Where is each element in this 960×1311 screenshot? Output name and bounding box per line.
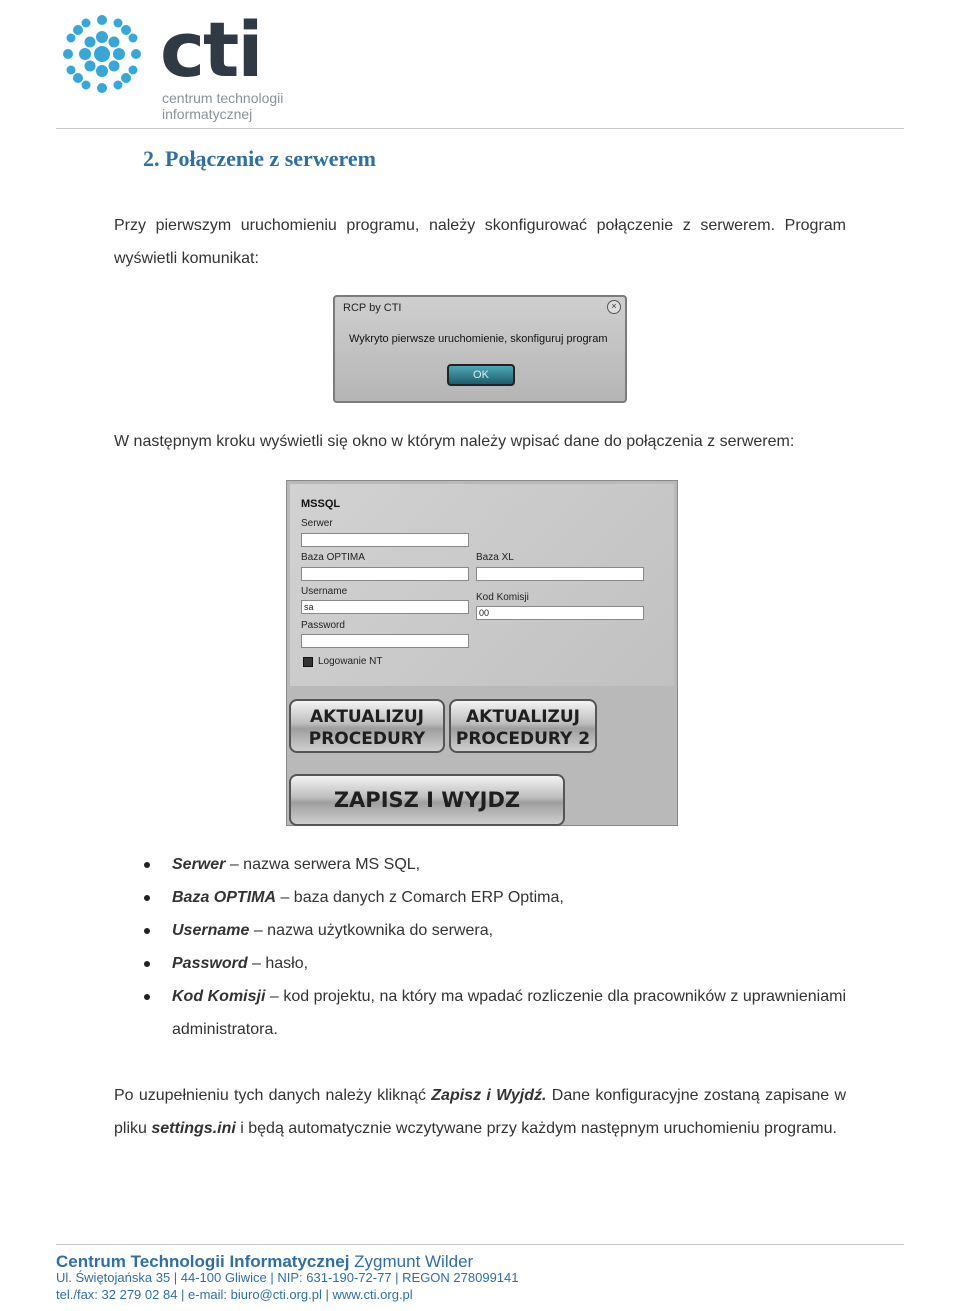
outro-emphasis-file: settings.ini — [151, 1120, 236, 1137]
baza-xl-label: Baza XL — [476, 552, 514, 563]
close-icon[interactable]: × — [607, 300, 621, 314]
field-description-list — [114, 848, 846, 1046]
zapisz-i-wyjdz-button[interactable]: ZAPISZ I WYJDZ — [289, 774, 565, 826]
baza-optima-label: Baza OPTIMA — [301, 552, 365, 563]
password-label: Password — [301, 620, 345, 631]
bullet-icon — [144, 928, 150, 934]
description: – baza danych z Comarch ERP Optima, — [276, 889, 564, 906]
mssql-group-title: MSSQL — [301, 498, 341, 510]
mssql-form-panel — [290, 484, 674, 686]
intro-paragraph: Przy pierwszym uruchomieniu programu, należy skonfigurować połączenie z serwerem. Program wyświetli komunikat: — [114, 217, 846, 267]
button-line2: PROCEDURY — [308, 729, 426, 749]
list-item — [114, 848, 846, 881]
logo-subtitle-line2: informatycznej — [162, 106, 253, 122]
description: – nazwa serwera MS SQL, — [225, 856, 421, 873]
bullet-icon — [144, 862, 150, 868]
outro-emphasis-action: Zapisz i Wyjdź. — [431, 1087, 547, 1104]
outro-text: Po uzupełnieniu tych danych należy kliknąć — [114, 1087, 432, 1104]
outro-paragraph — [114, 1079, 846, 1145]
kod-komisji-label: Kod Komisji — [476, 592, 529, 603]
header-divider — [56, 128, 904, 129]
baza-optima-input[interactable] — [301, 567, 469, 581]
footer-company — [56, 1252, 473, 1272]
logo-subtitle-line1: centrum technologii — [162, 90, 284, 106]
button-line2: PROCEDURY 2 — [455, 729, 591, 749]
description: – nazwa użytkownika do serwera, — [249, 922, 494, 939]
serwer-label: Serwer — [301, 518, 333, 529]
logowanie-nt-checkbox[interactable] — [303, 657, 313, 667]
list-item — [114, 914, 846, 947]
username-input[interactable]: sa — [301, 600, 469, 614]
footer-address: Ul. Świętojańska 35 | 44-100 Gliwice | NIP: 631-190-72-77 | REGON 278099141 — [56, 1270, 519, 1285]
button-line1: AKTUALIZUJ — [466, 707, 580, 727]
term: Serwer — [172, 856, 226, 873]
bullet-icon — [144, 994, 150, 1000]
aktualizuj-procedury-button[interactable] — [289, 699, 445, 753]
dialog-title: RCP by CTI — [343, 302, 402, 314]
logo-subtitle — [162, 90, 283, 122]
first-run-dialog — [333, 295, 627, 403]
description: – hasło, — [247, 955, 309, 972]
button-line1: AKTUALIZUJ — [310, 707, 424, 727]
footer-contact: tel./fax: 32 279 02 84 | e-mail: biuro@cti.org.pl | www.cti.org.pl — [56, 1287, 413, 1302]
mssql-config-window — [286, 480, 678, 826]
term: Password — [172, 955, 248, 972]
logo-wordmark: cti — [160, 5, 262, 94]
outro-text: Dane konfiguracyjne zostaną zapisane w pliku — [114, 1087, 847, 1137]
footer-company-name: Centrum Technologii Informatycznej — [56, 1252, 350, 1271]
footer-divider — [56, 1244, 904, 1245]
cti-logo-mark — [56, 8, 148, 100]
bullet-icon — [144, 961, 150, 967]
aktualizuj-procedury-2-button[interactable] — [449, 699, 597, 753]
list-item — [114, 947, 846, 980]
dialog-message: Wykryto pierwsze uruchomienie, skonfiguruj program — [349, 333, 608, 345]
kod-komisji-input[interactable]: 00 — [476, 606, 644, 620]
logowanie-nt-label: Logowanie NT — [318, 656, 383, 667]
term: Kod Komisji — [172, 988, 266, 1005]
list-item — [114, 980, 846, 1046]
footer-company-owner: Zygmunt Wilder — [349, 1252, 474, 1271]
outro-text: i będą automatycznie wczytywane przy każdym następnym uruchomieniu programu. — [235, 1120, 837, 1137]
baza-xl-input[interactable] — [476, 567, 644, 581]
section-title: 2. Połączenie z serwerem — [143, 146, 376, 171]
bullet-icon — [144, 895, 150, 901]
term: Baza OPTIMA — [172, 889, 277, 906]
password-input[interactable] — [301, 634, 469, 648]
username-label: Username — [301, 586, 348, 597]
list-item — [114, 881, 846, 914]
step2-paragraph: W następnym kroku wyświetli się okno w którym należy wpisać dane do połączenia z serwerem: — [114, 433, 795, 450]
description: – kod projektu, na który ma wpadać rozliczenie dla pracowników z uprawnieniami administratora. — [172, 988, 846, 1038]
ok-button[interactable]: OK — [447, 364, 515, 386]
serwer-input[interactable] — [301, 533, 469, 547]
term: Username — [172, 922, 250, 939]
